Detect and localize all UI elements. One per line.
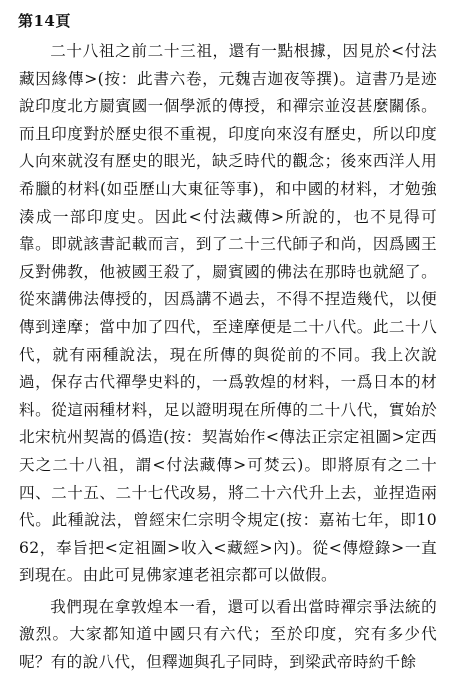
- page-number: 第14頁: [18, 12, 71, 30]
- body-text: [19, 38, 437, 677]
- paragraph-2: 我們現在拿敦煌本一看，還可以看出當時禪宗爭法統的激烈。大家都知道中國只有六代；至於印度，究有多少代呢？有的說八代，但釋迦與孔子同時，到梁武帝時約千餘: [19, 597, 437, 672]
- paragraph-1: 二十八祖之前二十三祖，還有一點根據，因見於<付法藏因緣傳>(按：此書六卷，元魏吉迦夜等撰)。這書乃是迹說印度北方罽賓國一個學派的傳授，和禪宗並沒甚麼關係。而且印度對於歷史很不重視，印度向來沒有歷史，所以印度人向來就沒有歷史的眼光，缺乏時代的觀念；後來西洋人用希臘的材料(如亞歷山大東征等事)，和中國的材料，才勉強湊成一部印度史。因此<付法藏傳>所說的，也不見得可靠。即就該書記載而言，到了二十三代師子和尚，因爲國王反對佛教，他被國王殺了，罽賓國的佛法在那時也就絕了。從來講佛法傳授的，因爲講不過去，不得不捏造幾代，以便傳到達摩；當中加了四代，至達摩便是二十八代。此二十八代，就有兩種說法，現在所傳的與從前的不同。我上次說過，保存古代禪學史料的，一爲敦煌的材料，一爲日本的材料。從這兩種材料，足以證明現在所傳的二十八代，實始於北宋杭州契嵩的僞造(按：契嵩始作<傳法正宗定祖圖>定西天之二十八祖，謂<付法藏傳>可焚云)。即將原有之二十四、二十五、二十七代改易，將二十六代升上去，並捏造兩代。此種說法，曾經宋仁宗明令規定(按：嘉祐七年，即1062，奉旨把<定祖圖>收入<藏經>內)。從<傳燈錄>一直到現在。由此可見佛家連老祖宗都可以做假。: [19, 42, 437, 585]
